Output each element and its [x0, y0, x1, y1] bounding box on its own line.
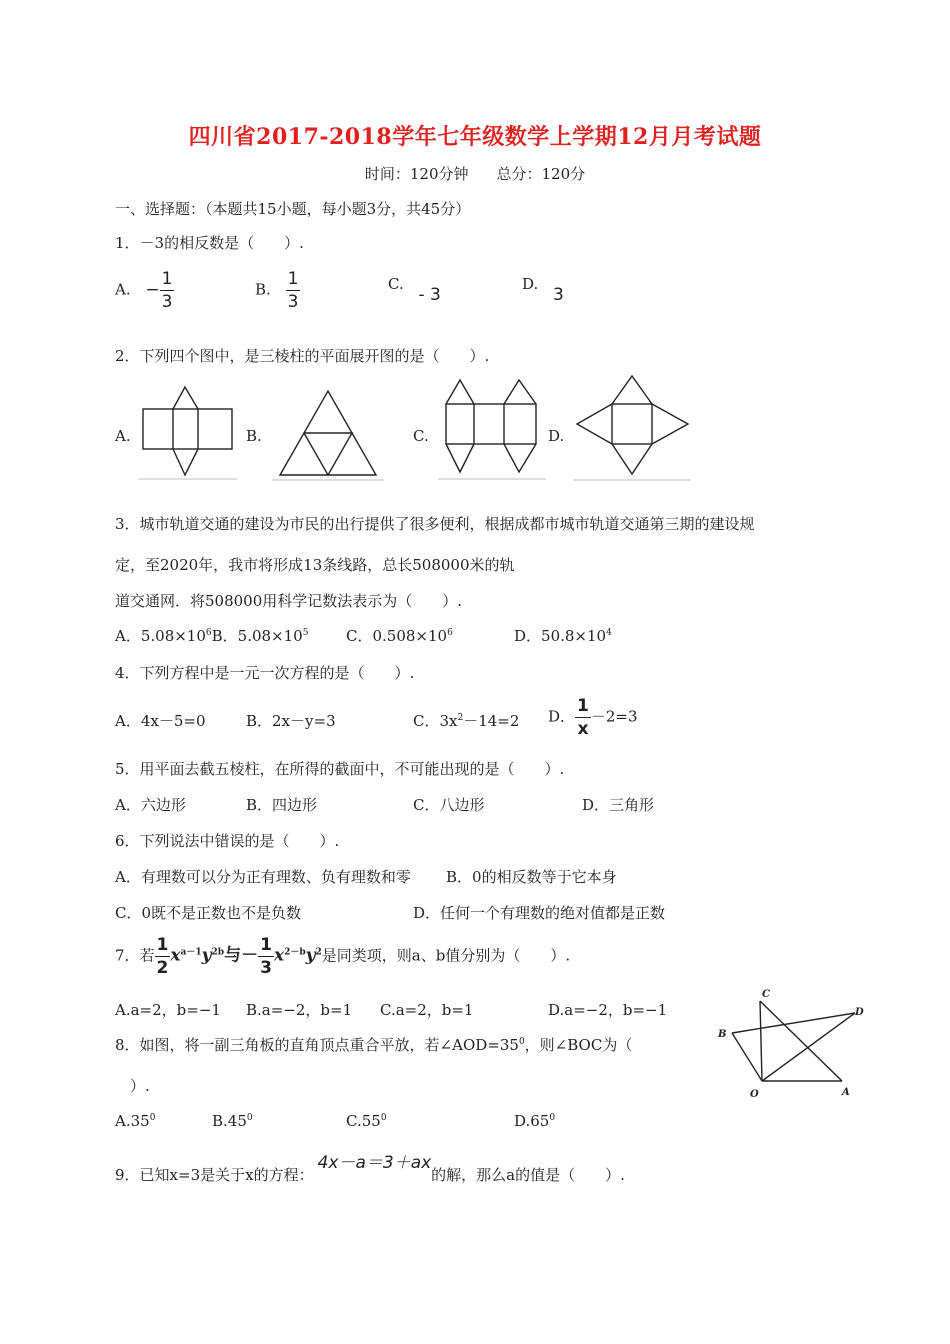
net-figure-d: [573, 374, 693, 484]
q2-label-a: A.: [115, 427, 131, 445]
fraction: $\frac{1}{x}$: [577, 696, 589, 739]
q7-option-b: B.a=−2，b=1: [246, 1001, 353, 1019]
q7-option-d: D.a=−2，b=−1: [548, 1001, 668, 1019]
fraction: $\frac{1}{3}$: [287, 269, 299, 312]
page-title: 四川省2017-2018学年七年级数学上学期12月月考试题: [188, 124, 762, 150]
question-2: 2．下列四个图中，是三棱柱的平面展开图的是（ ）.: [115, 347, 490, 365]
label-o: O: [750, 1089, 759, 1100]
exam-info: [0, 163, 950, 184]
q3-option-c: C．$0.508\times 10^6$: [346, 627, 453, 645]
q3-options: [115, 625, 308, 646]
question-9: 9．已知x=3是关于x的方程：4x－a＝3＋ax的解，那么a的值是（ ）.: [115, 1153, 625, 1184]
section-heading: 一、选择题：（本题共15小题，每小题3分，共45分）: [115, 200, 471, 218]
equation: 4x－a＝3＋ax: [317, 1153, 432, 1173]
q5-option-c: C．八边形: [413, 796, 485, 814]
q3-option-a: A．$5.08\times 10^6$: [115, 627, 212, 645]
q2-label-c: C.: [413, 427, 429, 445]
q8-option-c: $C.55^0$: [346, 1112, 387, 1130]
net-figure-a: [138, 383, 238, 483]
q7-option-c: C.a=2，b=1: [380, 1001, 474, 1019]
net-figure-b: [268, 383, 388, 483]
question-3-line1: 3．城市轨道交通的建设为市民的出行提供了很多便利，根据成都市城市轨道交通第三期的建设规: [115, 515, 755, 533]
q1-option-c: C. - 3: [388, 275, 441, 305]
q7-option-a: A.a=2，b=−1: [115, 1001, 221, 1019]
time-info: 时间：120分钟: [364, 165, 469, 183]
q8-option-b: $B.45^0$: [212, 1112, 253, 1130]
net-figure-c: [438, 376, 548, 486]
fraction: $\frac{1}{3}$: [161, 269, 173, 312]
question-7: 7．若 $\frac{1}{2}$ $x^{a-1}y^{2b}$与－ $\frac{1}{3}$ $x^{2-b}y^2$是同类项，则a、b值分别为（ ）.: [115, 935, 571, 978]
q2-label-b: B.: [246, 427, 262, 445]
q6-option-b: B．0的相反数等于它本身: [446, 868, 617, 886]
label-d: D: [855, 1007, 864, 1018]
label-a: A: [842, 1087, 850, 1098]
q5-option-b: B．四边形: [246, 796, 318, 814]
q1-option-d: D. 3: [522, 275, 564, 305]
question-3-line3: 道交通网．将508000用科学记数法表示为（ ）.: [115, 592, 463, 610]
q1-option-b: B. $\frac{1}{3}$: [255, 269, 299, 312]
question-4: 4．下列方程中是一元一次方程的是（ ）.: [115, 664, 415, 682]
q5-option-d: D．三角形: [582, 796, 655, 814]
question-3-line2: 定，至2020年，我市将形成13条线路，总长508000米的轨: [115, 556, 515, 574]
triangle-ruler-figure: [712, 985, 882, 1100]
question-8-line1: 8．如图，将一副三角板的直角顶点重合平放，若$\angle AOD=35^0$，则∠BOC为（: [115, 1036, 633, 1054]
q2-label-d: D.: [548, 427, 565, 445]
q1-option-a: A. − $\frac{1}{3}$: [115, 269, 173, 312]
q3-option-b: B．$5.08\times 10^5$: [211, 627, 309, 645]
total-score: 总分：120分: [496, 165, 586, 183]
q4-option-c: C．$3x^2-14=2$: [413, 712, 520, 730]
q4-option-b: B．2x－y=3: [246, 712, 336, 730]
q6-option-a: A．有理数可以分为正有理数、负有理数和零: [115, 868, 411, 886]
q8-option-d: $D.65^0$: [514, 1112, 556, 1130]
q5-option-a: A．六边形: [115, 796, 186, 814]
question-5: 5．用平面去截五棱柱，在所得的截面中，不可能出现的是（ ）.: [115, 760, 565, 778]
question-6: 6．下列说法中错误的是（ ）.: [115, 832, 340, 850]
q4-option-d: D． $\frac{1}{x}$ －2=3: [548, 696, 638, 739]
fraction: $\frac{1}{2}$: [156, 935, 169, 978]
question-8-line2: ）.: [130, 1077, 150, 1095]
q3-option-d: D．$50.8\times 10^4$: [514, 627, 612, 645]
label-b: B: [718, 1029, 727, 1040]
q6-option-c: C．0既不是正数也不是负数: [115, 904, 302, 922]
question-1: 1．－3的相反数是（ ）.: [115, 234, 304, 252]
label-c: C: [762, 989, 770, 1000]
q4-option-a: A．4x－5=0: [115, 712, 206, 730]
q8-option-a: $A.35^0$: [115, 1112, 156, 1130]
fraction: $\frac{1}{3}$: [260, 935, 272, 978]
q6-option-d: D．任何一个有理数的绝对值都是正数: [413, 904, 666, 922]
